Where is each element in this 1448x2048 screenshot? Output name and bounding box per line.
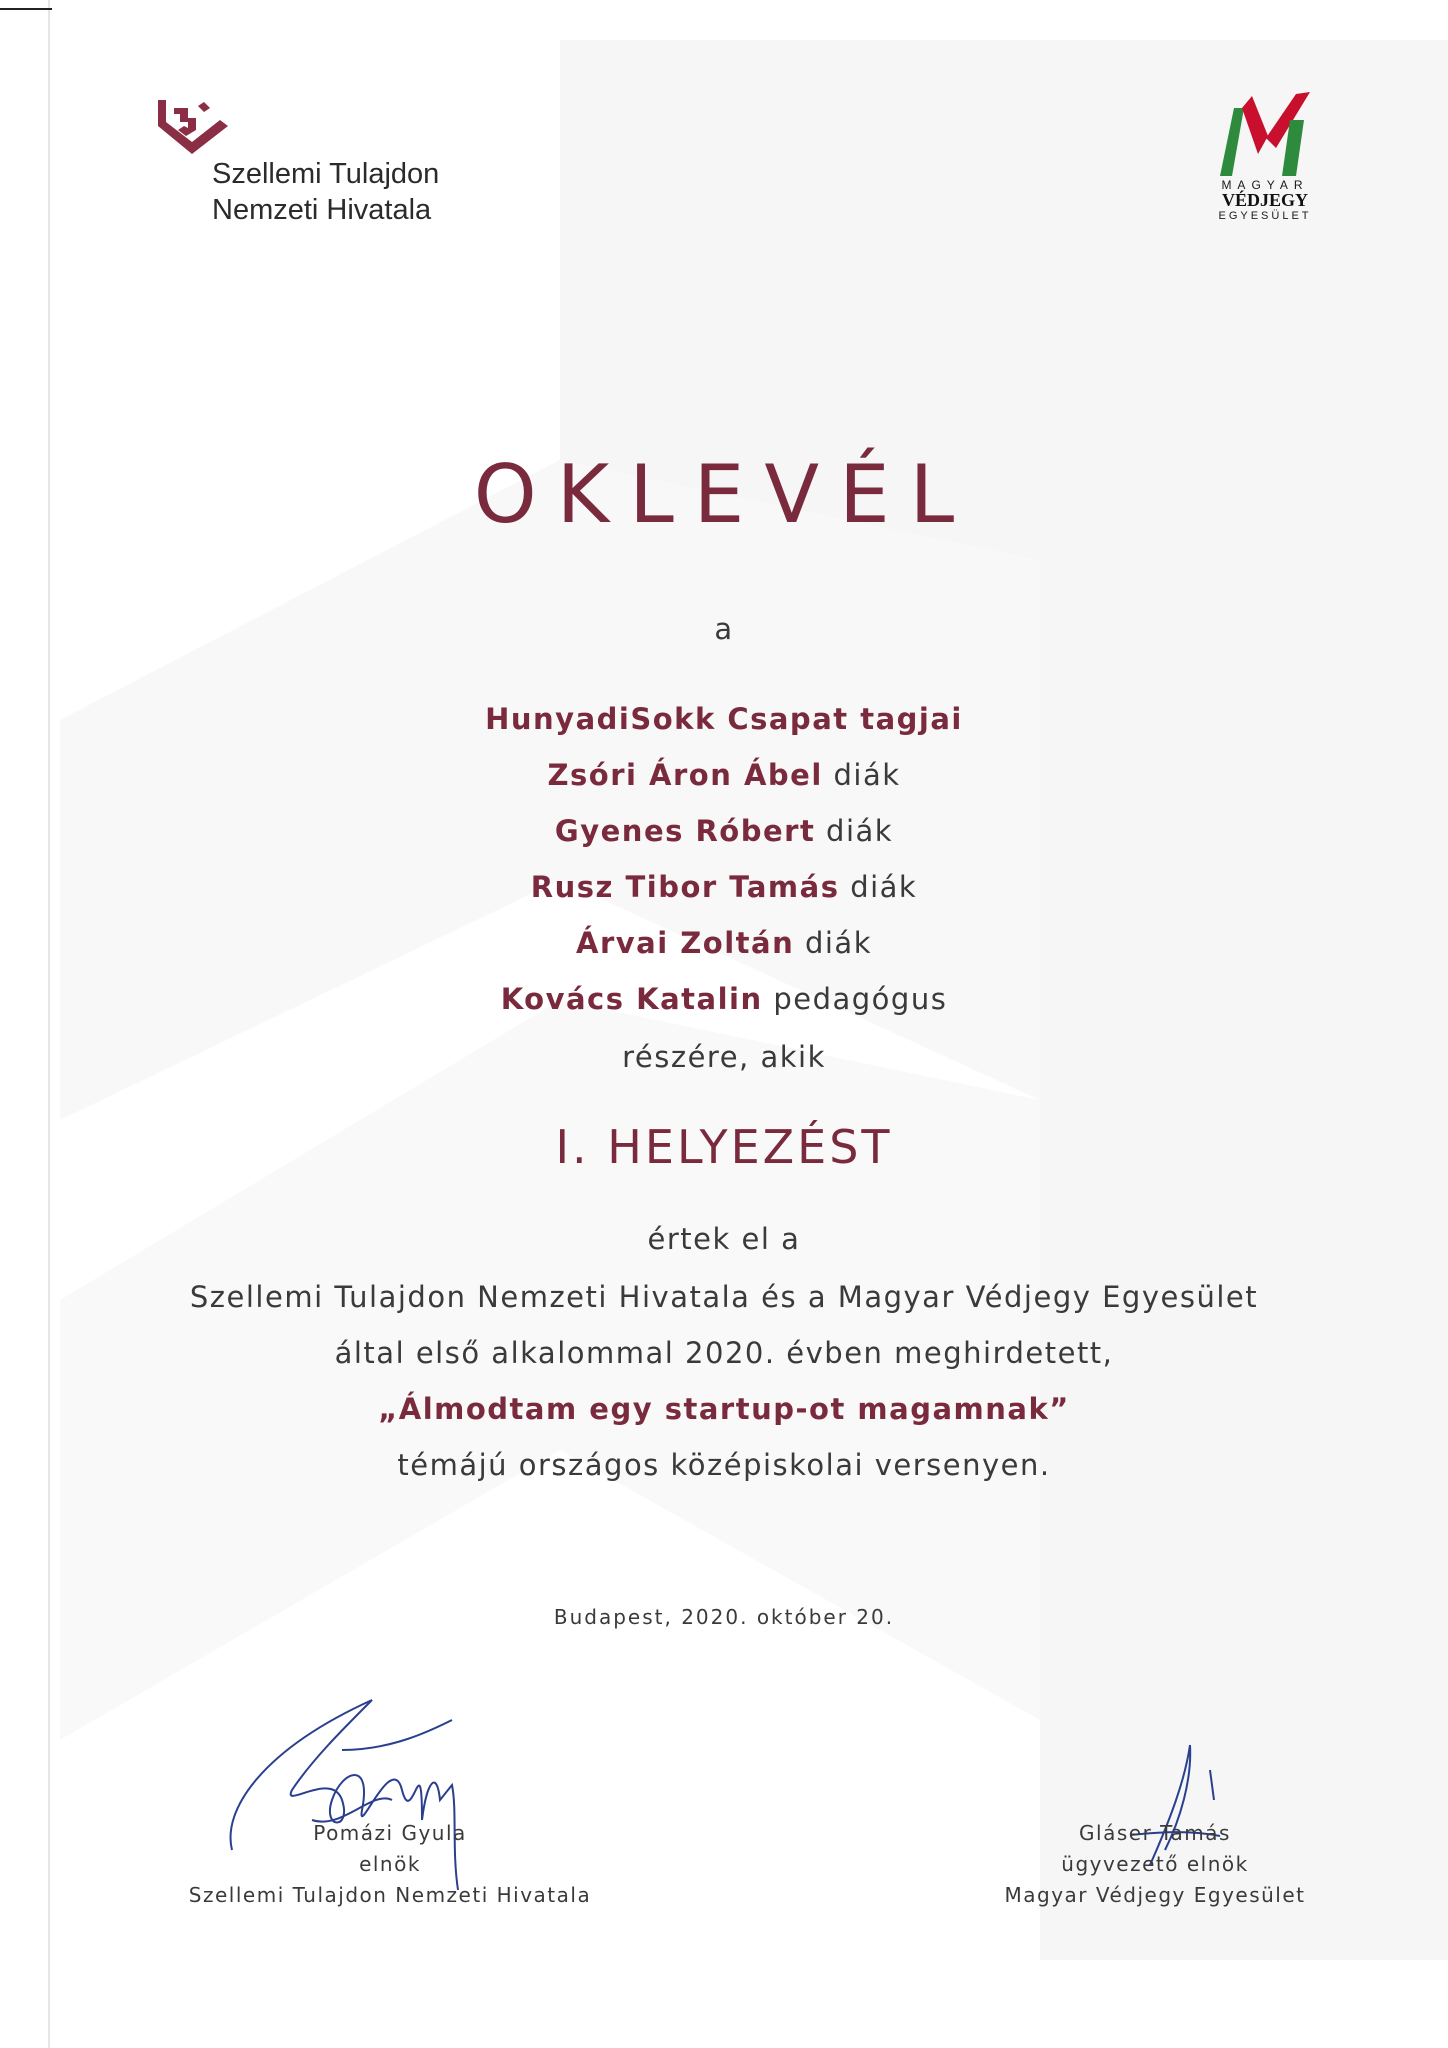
sztnh-logo-icon: [148, 86, 232, 166]
member-name: Gyenes Róbert: [554, 814, 816, 848]
scan-edge-line: [48, 0, 50, 2048]
mve-logo-line1: MAGYAR: [1221, 178, 1309, 192]
issuer-left-name-line1: Szellemi Tulajdon: [212, 158, 440, 190]
signatory-name: Gláser Tamás: [1079, 1821, 1231, 1845]
member-name: Rusz Tibor Tamás: [530, 870, 840, 904]
member-line: [0, 870, 1448, 904]
member-line: [0, 814, 1448, 848]
member-name: Kovács Katalin: [500, 982, 763, 1016]
signatory-left: [170, 1818, 610, 1911]
member-role: diák: [850, 870, 918, 904]
member-role: diák: [804, 926, 872, 960]
member-line: [0, 982, 1448, 1016]
organizers-text: Szellemi Tulajdon Nemzeti Hivatala és a Magyar Védjegy Egyesület: [189, 1280, 1259, 1314]
certificate-title: OKLEVÉL: [473, 448, 975, 541]
signatory-organization: Magyar Védjegy Egyesület: [1004, 1883, 1306, 1907]
team-name: HunyadiSokk Csapat tagjai: [485, 702, 963, 736]
signatory-position: ügyvezető elnök: [1061, 1852, 1249, 1876]
signatory-name: Pomázi Gyula: [313, 1821, 467, 1845]
member-role: diák: [826, 814, 894, 848]
prize-text: I. HELYEZÉST: [555, 1120, 893, 1174]
signatory-position: elnök: [359, 1852, 421, 1876]
competition-text: témájú országos középiskolai versenyen.: [397, 1448, 1051, 1482]
competition-title: „Álmodtam egy startup-ot magamnak”: [378, 1392, 1070, 1426]
announced-text: által első alkalommal 2020. évben meghirdetett,: [334, 1336, 1114, 1370]
member-name: Zsóri Áron Ábel: [547, 758, 823, 792]
mve-m-logo-icon: [1212, 90, 1318, 178]
signatory-right: [960, 1818, 1350, 1911]
place-date: Budapest, 2020. október 20.: [553, 1605, 895, 1629]
issuer-left-name: [212, 156, 512, 228]
article-text: a: [714, 612, 734, 646]
member-line: [0, 758, 1448, 792]
for-whom-text: részére, akik: [622, 1040, 826, 1074]
member-role: pedagógus: [773, 982, 948, 1016]
mve-logo-line2: VÉDJEGY: [1221, 190, 1308, 210]
mve-logo-line3: EGYESÜLET: [1218, 210, 1312, 222]
member-role: diák: [833, 758, 901, 792]
signatory-organization: Szellemi Tulajdon Nemzeti Hivatala: [188, 1883, 592, 1907]
achieved-text: értek el a: [647, 1222, 801, 1256]
scan-corner-mark: [0, 8, 52, 10]
member-line: [0, 926, 1448, 960]
issuer-left-name-line2: Nemzeti Hivatala: [212, 194, 432, 226]
member-name: Árvai Zoltán: [576, 926, 795, 960]
